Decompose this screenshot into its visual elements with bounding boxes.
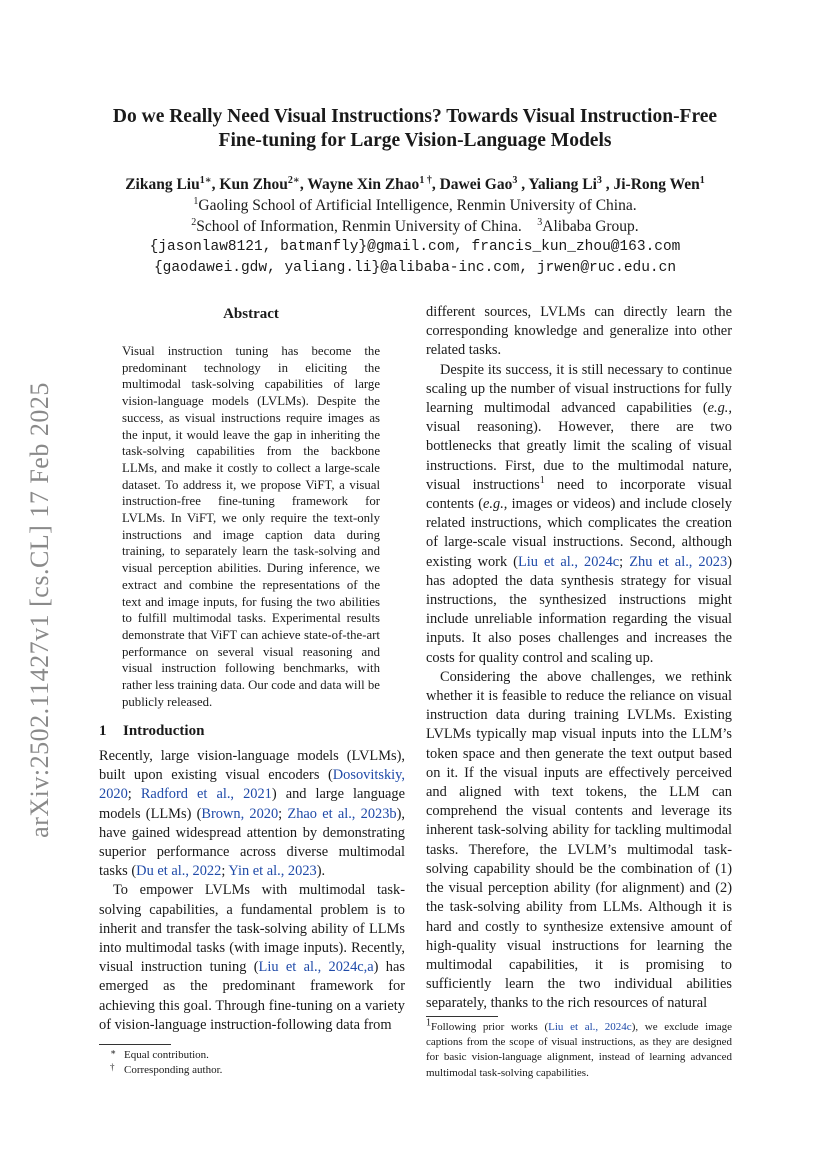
right-column xyxy=(426,303,732,1014)
affiliation-text: Gaoling School of Artificial Intelligence, Renmin University of China. xyxy=(198,197,637,214)
text-run: ) has adopted the data synthesis strategy for visual instructions, the synthesized instructions might include unreliable information regarding the visual inputs. It also poses challenges and increases the costs for quality control and scaling up. xyxy=(426,553,732,666)
footnote-equal xyxy=(110,1048,222,1063)
text-run: images or videos) and include closely related instructions, which complicates the creation of large-scale visual instructions. Second, although existing work ( xyxy=(426,496,732,570)
text-run: Despite its success, it is still necessary to continue scaling up the number of visual instructions for fully learning multimodal advanced capabilities ( xyxy=(426,361,732,417)
email-line-2: {gaodawei.gdw, yaliang.li}@alibaba-inc.com, jrwen@ruc.edu.cn xyxy=(153,260,677,276)
text-run: ; xyxy=(221,863,229,880)
affiliation-text: Alibaba Group. xyxy=(542,218,639,235)
citation-link[interactable]: Du et al., 2022 xyxy=(136,863,222,880)
author-mark: 3 xyxy=(596,174,602,186)
section-heading xyxy=(99,723,204,740)
affiliation-line-2 xyxy=(80,216,750,237)
text-run: ) has emerged as the predominant framework for achieving this goal. Through fine-tuning on a variety of vision-language instruction-following data from xyxy=(99,959,405,1033)
footnote-text: Equal contribution. xyxy=(124,1049,209,1061)
text-run: ; xyxy=(619,553,630,570)
text-run: To empower LVLMs with multimodal task-solving capabilities, a fundamental problem is to inherit and transfer the task-solving ability of LLMs into multimodal tasks (with image inputs). Recently, visual instruction tuning ( xyxy=(99,882,405,976)
title-line-1: Do we Really Need Visual Instructions? Towards Visual Instruction-Free xyxy=(112,106,718,127)
text-run: need to incorporate visual contents ( xyxy=(426,476,732,513)
author-name: Ji-Rong Wen xyxy=(613,176,700,193)
paragraph: Considering the above challenges, we rethink whether it is feasible to reduce the reliance on visual instruction data during training LVLMs. Existing LVLMs typically map visual inputs into the LLM’s token space and then generate the text output based on it. If the visual inputs are effectively perceived and aligned with text tokens, the LLM can comprehend the visual contents and leverage its inherent task-solving ability for tackling multimodal tasks. Therefore, the LVLM’s multimodal task-solving capability should be the combination of (1) the visual perception ability (for alignment) and (2) the task-solving ability from LLMs. Although it is hard and costly to synthesize extensive amount of high-quality visual instructions for learning the multimodal capabilities, it is promising to sufficiently learn the two individual abilities separately, thanks to the rich resources of natural xyxy=(426,668,732,1012)
citation-link[interactable]: Dosovitskiy, 2020 xyxy=(99,767,405,803)
paper-title xyxy=(80,105,750,153)
author-block xyxy=(80,174,750,279)
affiliation-text: School of Information, Renmin University of China. xyxy=(196,218,522,235)
section-number: 1 xyxy=(99,723,107,739)
paragraph-continued: different sources, LVLMs can directly learn the corresponding knowledge and generalize into other related tasks. xyxy=(426,304,732,359)
arxiv-sidebar xyxy=(20,360,60,860)
author-mark: 1∗ xyxy=(199,174,212,186)
left-column xyxy=(99,747,405,1035)
text-run: ; xyxy=(127,786,141,803)
citation-link[interactable]: Liu et al., 2024c xyxy=(548,1021,632,1033)
affiliation-mark: 2 xyxy=(191,216,197,228)
section-title: Introduction xyxy=(123,723,205,739)
footnotes-left xyxy=(110,1048,222,1078)
footnote-text: Corresponding author. xyxy=(124,1064,223,1076)
affiliation-line-1 xyxy=(80,195,750,216)
text-run: ) and large language models (LLMs) ( xyxy=(99,786,405,822)
text-run: visual reasoning). However, there are two bottlenecks that greatly limit the scaling of visual instructions. First, due to the multimodal nature, visual instructions xyxy=(426,419,732,493)
paragraph xyxy=(99,881,405,1035)
author-mark: 1 xyxy=(699,174,705,186)
citation-link[interactable]: Yin et al., 2023 xyxy=(228,863,317,880)
text-run: ), have gained widespread attention by demonstrating superior performance across diverse multimodal tasks ( xyxy=(99,805,405,880)
paragraph xyxy=(99,747,405,881)
citation-link[interactable]: Liu et al., 2024c,a xyxy=(258,959,374,976)
footnote-corresponding xyxy=(110,1063,222,1078)
author-name: Zikang Liu xyxy=(125,176,200,193)
footnote-mark: † xyxy=(110,1062,115,1072)
text-run: Following prior works ( xyxy=(431,1021,549,1033)
footnote-rule xyxy=(426,1016,498,1017)
text-run: e.g., xyxy=(707,400,732,417)
footnote-mark: 1 xyxy=(426,1017,431,1029)
paragraph xyxy=(426,361,732,668)
author-mark: 1 † xyxy=(419,174,432,186)
text-run: e.g., xyxy=(483,496,508,513)
arxiv-id: arXiv:2502.11427v1 [cs.CL] 17 Feb 2025 xyxy=(25,382,54,838)
title-line-2: Fine-tuning for Large Vision-Language Models xyxy=(218,130,612,151)
citation-link[interactable]: Zhu et al., 2023 xyxy=(629,553,728,570)
author-mark: 3 xyxy=(512,174,518,186)
author-name: Yaliang Li xyxy=(528,176,597,193)
author-mark: 2∗ xyxy=(287,174,300,186)
affiliation-mark: 1 xyxy=(193,195,199,207)
author-list: Zikang Liu$^{1∗}$, Kun Zhou$^{2∗}$, Wayne Xin Zhao$^{1 \dagger}$, Dawei Gao$^3$ , Yaliang Li$^3$ , Ji-Rong Wen$^1$ xyxy=(125,174,705,193)
citation-link[interactable]: Zhao et al., 2023b xyxy=(287,805,397,822)
author-name: Wayne Xin Zhao xyxy=(307,176,420,193)
author-name: Dawei Gao xyxy=(439,176,513,193)
citation-link[interactable]: Brown, 2020 xyxy=(201,805,279,822)
citation-link[interactable]: Liu et al., 2024c xyxy=(517,553,620,570)
affiliation-mark: 3 xyxy=(537,216,543,228)
abstract-heading: Abstract xyxy=(223,306,279,322)
footnote-mark: ∗ xyxy=(110,1047,117,1057)
text-run: ; xyxy=(278,805,288,822)
citation-link[interactable]: Radford et al., 2021 xyxy=(140,786,272,803)
author-name: Kun Zhou xyxy=(219,176,288,193)
text-run: ), we exclude image captions from the scope of visual instructions, as they are designed for basic vision-language alignment, instead of learning advanced multimodal task-solving capabilities. xyxy=(426,1021,732,1079)
text-run: ). xyxy=(316,863,326,880)
email-line-1: {jasonlaw8121, batmanfly}@gmail.com, francis_kun_zhou@163.com xyxy=(149,239,681,255)
footnote-1 xyxy=(426,1017,732,1081)
text-run: Recently, large vision-language models (LVLMs), built upon existing visual encoders ( xyxy=(99,748,405,784)
footnote-marker[interactable]: 1 xyxy=(539,475,545,487)
abstract-text: Visual instruction tuning has become the predominant technology in eliciting the multimodal task-solving capabilities of large vision-language models (LVLMs). Despite the success, as visual instructions require images as the input, it would leave the gap in inheriting the task-solving capabilities from the backbone LLMs, and make it costly to collect a large-scale dataset. To address it, we propose ViFT, a visual instruction-free fine-tuning framework for LVLMs. In ViFT, we only require the text-only instructions and image caption data during training, to separately learn the task-solving and visual perception abilities. During inference, we extract and combine the representations of the text and image inputs, for fusing the two abilities to fulfill multimodal tasks. Experimental results demonstrate that ViFT can achieve state-of-the-art performance on several visual reasoning and visual instruction following benchmarks, with rather less training data. Our code and data will be publicly released. xyxy=(122,344,380,709)
